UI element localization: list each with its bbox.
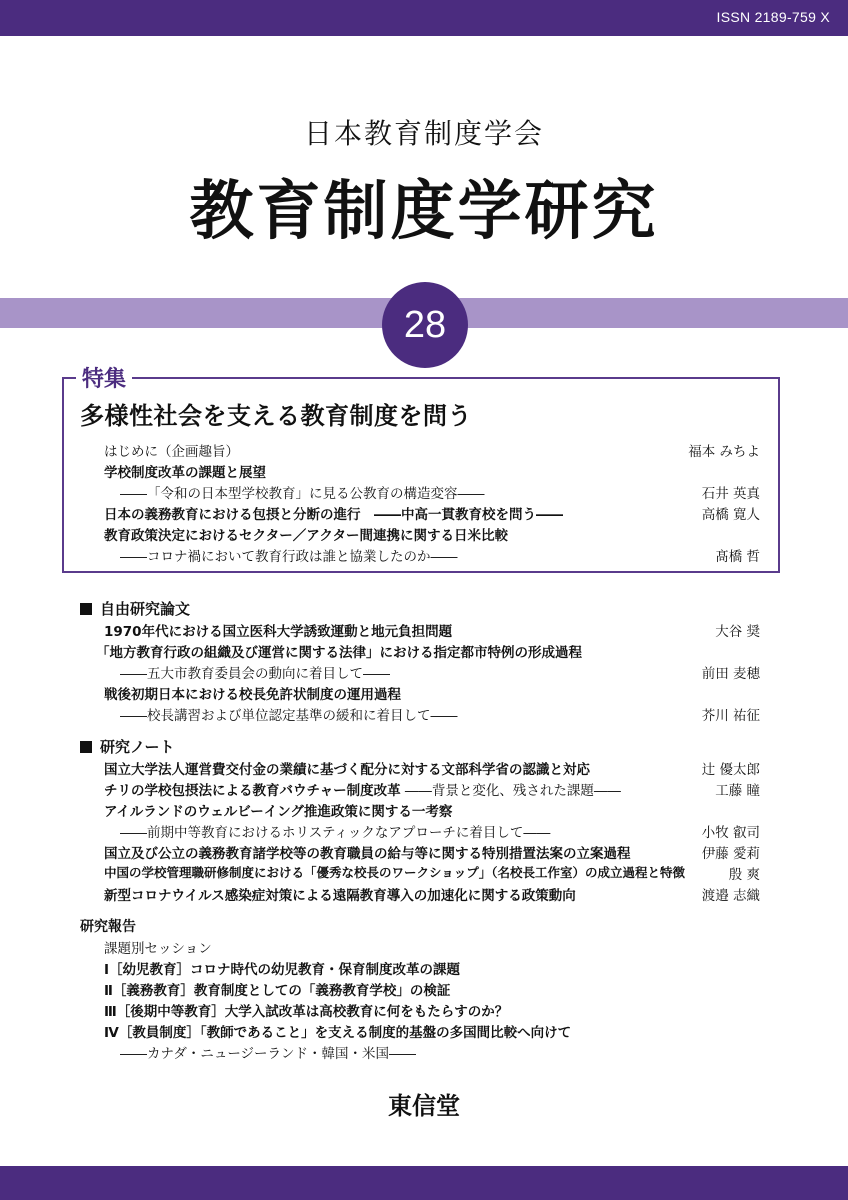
toc-author: 伊藤 愛莉 — [701, 846, 760, 862]
journal-title: 教育制度学研究 — [189, 174, 659, 249]
toc-author: 高橋 寛人 — [701, 507, 760, 523]
toc-author: 渡邉 志織 — [701, 888, 760, 904]
toc-title: はじめに（企画趣旨） — [104, 444, 239, 460]
session-label: 課題別セッション — [104, 941, 212, 957]
toc-author: 髙橋 哲 — [715, 549, 760, 565]
toc-title: 戦後初期日本における校長免許状制度の運用過程 — [104, 687, 401, 703]
toc-subtitle: ――カナダ・ニュージーランド・韓国・米国―― — [120, 1046, 417, 1062]
toc-author: 前田 麦穂 — [701, 666, 760, 682]
toc-title: 「地方教育行政の組織及び運営に関する法律」における指定都市特例の形成過程 — [96, 645, 582, 661]
special-feature-title: 多様性社会を支える教育制度を問う — [80, 402, 472, 430]
toc-subtitle: ――前期中等教育におけるホリスティックなアプローチに着目して―― — [120, 825, 551, 841]
volume-badge: 28 — [382, 282, 468, 368]
toc-title: Ⅲ［後期中等教育］大学入試改革は高校教育に何をもたらすのか？ — [104, 1004, 509, 1020]
toc-author: 殷 爽 — [728, 867, 760, 883]
toc-subtitle: ――「令和の日本型学校教育」に見る公教育の構造変容―― — [120, 486, 485, 502]
top-band — [0, 0, 848, 36]
publisher-name: 東信堂 — [388, 1092, 460, 1120]
free-papers-heading: 自由研究論文 — [80, 598, 190, 619]
toc-author: 福本 みちよ — [688, 444, 760, 460]
toc-author: 芥川 祐征 — [701, 708, 760, 724]
toc-author: 工藤 瞳 — [715, 783, 760, 799]
toc-title: Ⅳ［教員制度］「教師であること」を支える制度的基盤の多国間比較へ向けて — [104, 1025, 572, 1041]
toc-title: 日本の義務教育における包摂と分断の進行 ――中高一貫教育校を問う―― — [104, 507, 563, 523]
toc-row — [0, 704, 848, 728]
toc-title-line: チリの学校包摂法による教育バウチャー制度改革 ――背景と変化、残された課題―― — [104, 783, 621, 799]
toc-subtitle: ――五大市教育委員会の動向に着目して―― — [120, 666, 390, 682]
issn: ISSN 2189-759 X — [716, 9, 830, 25]
toc-title: 国立及び公立の義務教育諸学校等の教育職員の給与等に関する特別措置法案の立案過程 — [104, 846, 631, 862]
toc-title: 学校制度改革の課題と展望 — [104, 465, 266, 481]
toc-row — [0, 884, 848, 908]
square-bullet-icon — [80, 741, 92, 753]
toc-author: 辻 優太郎 — [701, 762, 760, 778]
toc-author: 小牧 叡司 — [701, 825, 760, 841]
toc-row — [0, 1042, 848, 1066]
toc-title: アイルランドのウェルビーイング推進政策に関する一考察 — [104, 804, 453, 820]
toc-title: 中国の学校管理職研修制度における「優秀な校長のワークショップ」（名校長工作室）の成立過程と特徴 — [104, 865, 686, 880]
toc-author: 石井 英真 — [701, 486, 760, 502]
toc-subtitle: ――コロナ禍において教育行政は誰と協業したのか―― — [120, 549, 458, 565]
toc-title: 1970年代における国立医科大学誘致運動と地元負担問題 — [104, 624, 453, 640]
toc-subtitle: ――校長講習および単位認定基準の緩和に着目して―― — [120, 708, 458, 724]
toc-row — [0, 545, 848, 569]
square-bullet-icon — [80, 603, 92, 615]
special-feature-tag: 特集 — [76, 362, 132, 393]
society-name: 日本教育制度学会 — [303, 117, 544, 150]
reports-heading: 研究報告 — [80, 919, 136, 935]
bottom-band — [0, 1166, 848, 1200]
toc-title: 国立大学法人運営費交付金の業績に基づく配分に対する文部科学省の認識と対応 — [104, 762, 590, 778]
toc-title: 新型コロナウイルス感染症対策による遠隔教育導入の加速化に関する政策動向 — [104, 888, 576, 904]
notes-heading: 研究ノート — [80, 736, 175, 757]
toc-title: Ⅱ［義務教育］教育制度としての「義務教育学校」の検証 — [104, 983, 451, 999]
toc-title: 教育政策決定におけるセクター／アクター間連携に関する日米比較 — [104, 528, 509, 544]
toc-author: 大谷 奨 — [715, 624, 760, 640]
toc-title: Ⅰ［幼児教育］コロナ時代の幼児教育・保育制度改革の課題 — [104, 962, 461, 978]
